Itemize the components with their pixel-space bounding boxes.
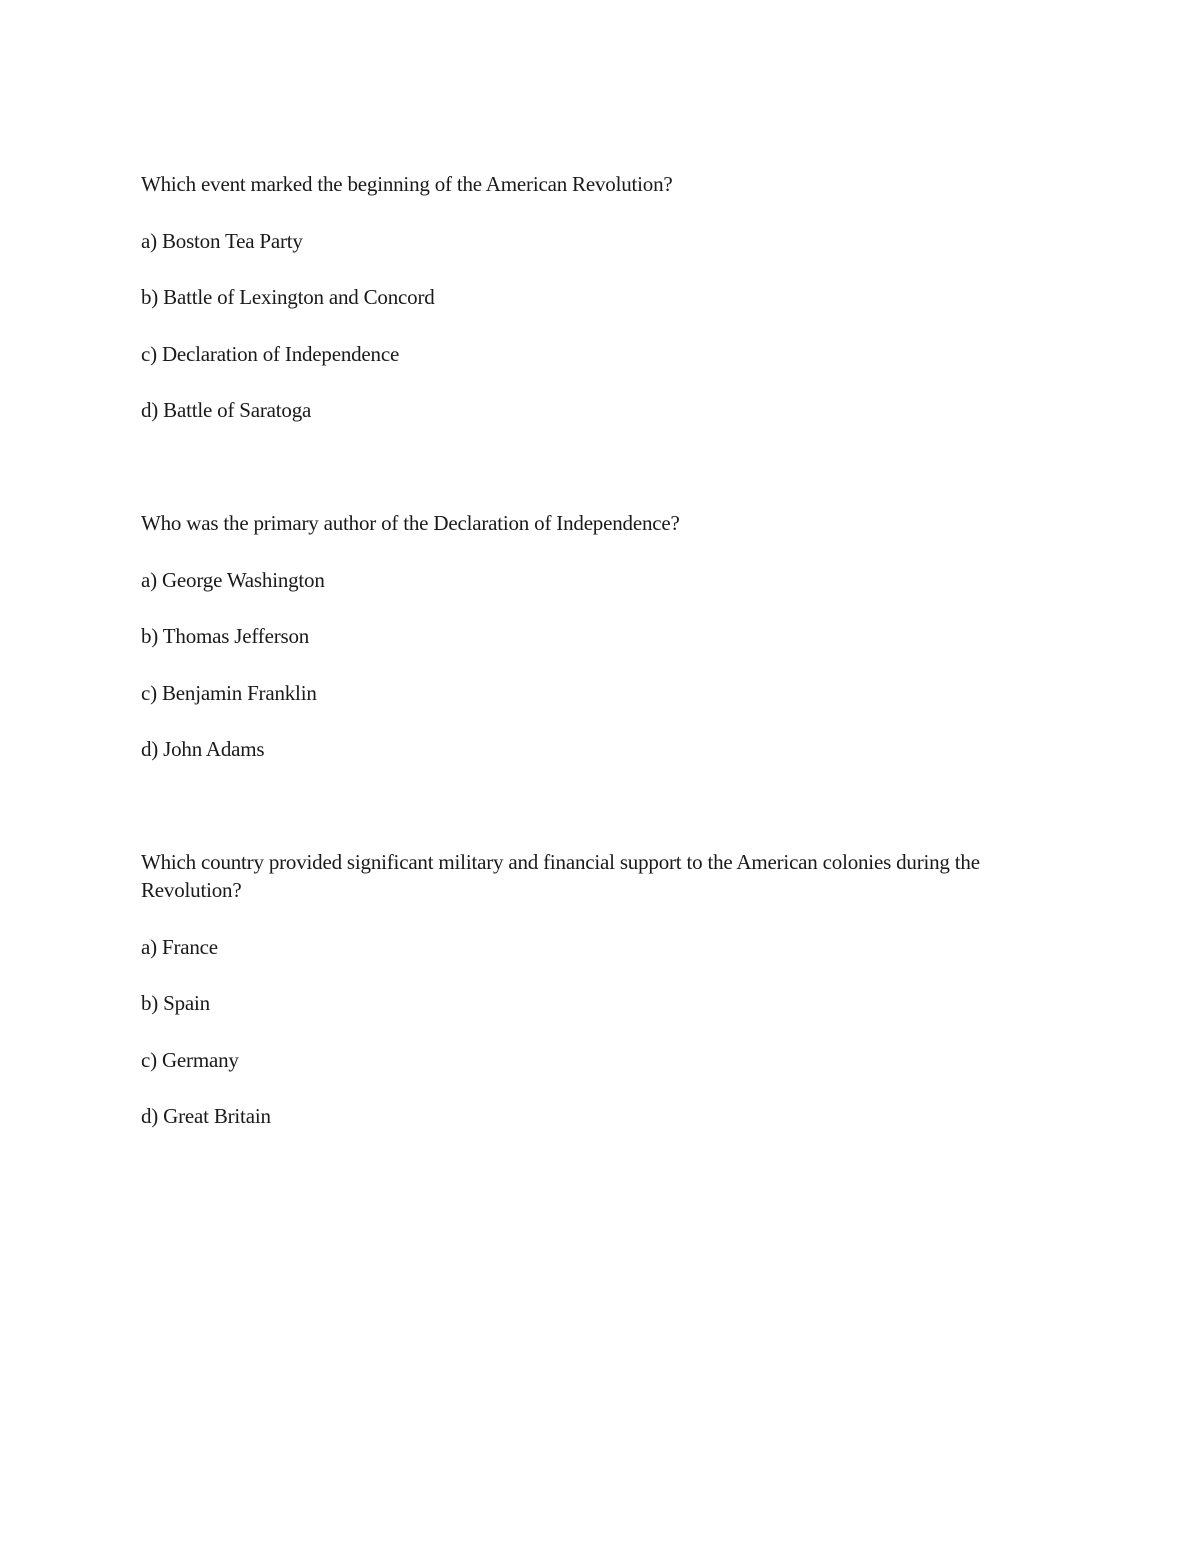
question-1-option-a: a) Boston Tea Party — [141, 229, 303, 253]
question-3-option-c: c) Germany — [141, 1048, 239, 1072]
question-2-text: Who was the primary author of the Declaration of Independence? — [141, 511, 680, 535]
question-1-text: Which event marked the beginning of the American Revolution? — [141, 172, 673, 196]
question-2-option-c: c) Benjamin Franklin — [141, 681, 317, 705]
question-1-option-d: d) Battle of Saratoga — [141, 398, 312, 422]
question-3-option-d: d) Great Britain — [141, 1104, 271, 1128]
question-3-text: Which country provided significant military and financial support to the American colonies during the Revolution? — [141, 850, 980, 902]
question-2-option-b: b) Thomas Jefferson — [141, 624, 310, 648]
question-3-option-a: a) France — [141, 935, 218, 959]
question-2-option-a: a) George Washington — [141, 568, 325, 592]
question-3-option-b: b) Spain — [141, 991, 210, 1015]
question-1-option-b: b) Battle of Lexington and Concord — [141, 285, 435, 309]
question-1-option-c: c) Declaration of Independence — [141, 342, 400, 366]
question-2-option-d: d) John Adams — [141, 737, 265, 761]
